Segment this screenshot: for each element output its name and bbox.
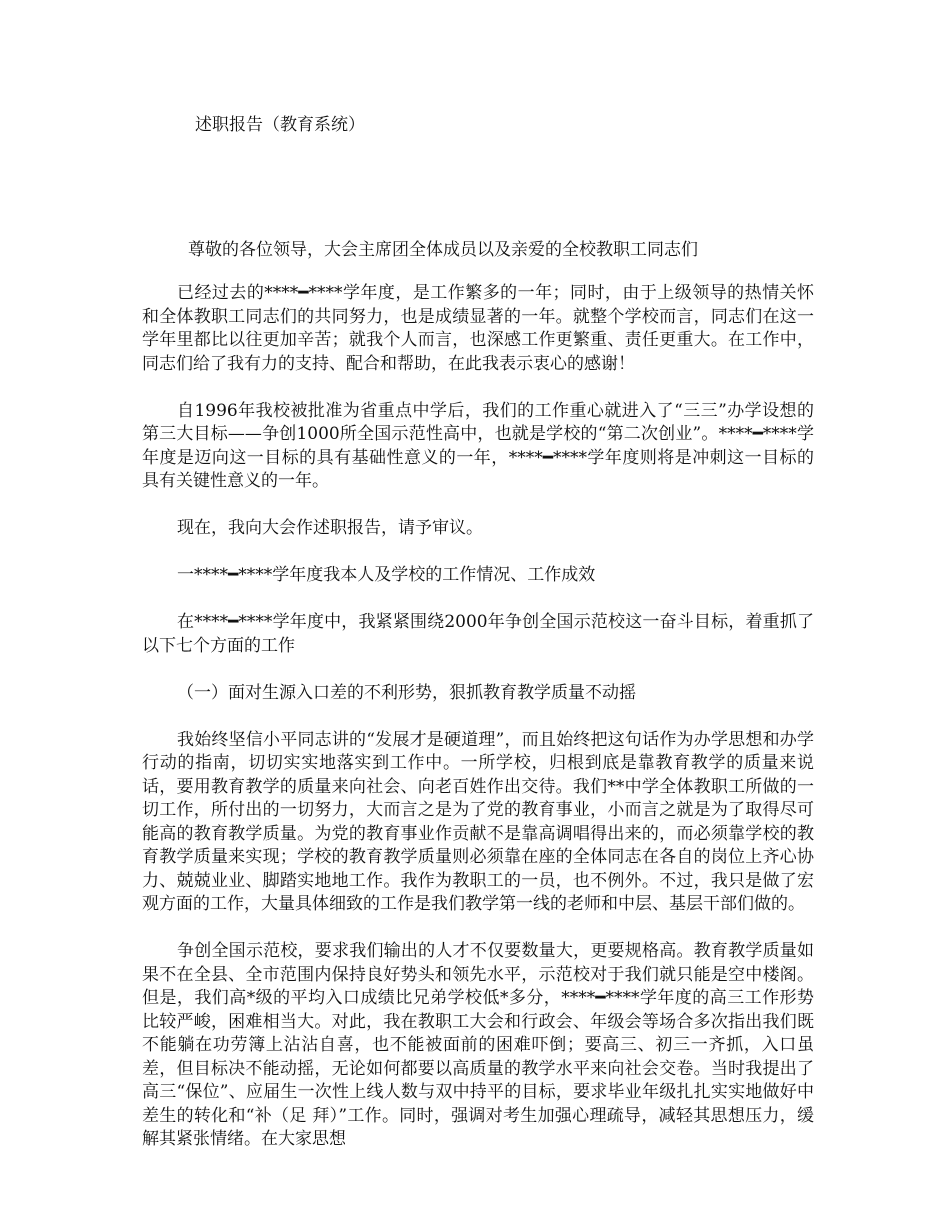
paragraph-report-intro: 现在，我向大会作述职报告，请予审议。 bbox=[177, 518, 483, 538]
document-body bbox=[142, 282, 814, 1175]
salutation: 尊敬的各位领导，大会主席团全体成员以及亲爱的全校教职工同志们 bbox=[188, 240, 698, 260]
paragraph-teaching-quality: 我始终坚信小平同志讲的“发展才是硬道理”，而且始终把这句话作为办学思想和办学行动的指南，切切实实地落实到工作中。一所学校，归根到底是靠教育教学的质量来说话，要用教育教学的质量来向社会、向老百姓作出交待。我们**中学全体教职工所做的一切工作，所付出的一切努力，大而言之是为了党的教育事业，小而言之就是为了取得尽可能高的教育教学质量。为党的教育事业作贡献不是靠高调唱得出来的，而必须靠学校的教育教学质量来实现；学校的教育教学质量则必须靠在座的全体同志在各自的岗位上齐心协力、兢兢业业、脚踏实地地工作。我作为教职工的一员，也不例外。不过，我只是做了宏观方面的工作，大量具体细致的工作是我们教学第一线的老师和中层、基层干部们做的。 bbox=[142, 729, 814, 914]
section-heading-one: 一****━****学年度我本人及学校的工作情况、工作成效 bbox=[177, 565, 596, 585]
document-title: 述职报告（教育系统） bbox=[195, 115, 365, 135]
paragraph-school-goal: 自1996年我校被批准为省重点中学后，我们的工作重心就进入了“三三”办学设想的第三大目标——争创1000所全国示范性高中，也就是学校的“第二次创业”。****━****学年度是迈向这一目标的具有基础性意义的一年，****━****学年度则将是冲刺这一目标的具有关键性意义的一年。 bbox=[142, 400, 814, 491]
subsection-heading-one: （一）面对生源入口差的不利形势，狠抓教育教学质量不动摇 bbox=[177, 682, 636, 703]
paragraph-acknowledgement: 已经过去的****━****学年度，是工作繁多的一年；同时，由于上级领导的热情关怀和全体教职工同志们的共同努力，也是成绩显著的一年。就整个学校而言，同志们在这一学年里都比以往更加辛苦；就我个人而言，也深感工作更繁重、责任更重大。在工作中，同志们给了我有力的支持、配合和帮助，在此我表示衷心的感谢！ bbox=[142, 283, 814, 374]
paragraph-demonstration-school: 争创全国示范校，要求我们输出的人才不仅要数量大，更要规格高。教育教学质量如果不在全县、全市范围内保持良好势头和领先水平，示范校对于我们就只能是空中楼阁。但是，我们高*级的平均入口成绩比兄弟学校低*多分，****━****学年度的高三工作形势比较严峻，困难相当大。对此，我在教职工大会和行政会、年级会等场合多次指出我们既不能躺在功劳簿上沾沾自喜，也不能被面前的困难吓倒；要高三、初三一齐抓，入口虽差，但目标决不能动摇，无论如何都要以高质量的教学水平来向社会交卷。当时我提出了高三“保位”、应届生一次性上线人数与双中持平的目标，要求毕业年级扎扎实实地做好中差生的转化和“补（足 拜）”工作。同时，强调对考生加强心理疏导，减轻其思想压力，缓解其紧张情绪。在大家思想 bbox=[142, 941, 814, 1149]
paragraph-seven-aspects: 在****━****学年度中，我紧紧围绕2000年争创全国示范校这一奋斗目标，着重抓了以下七个方面的工作 bbox=[142, 612, 814, 656]
